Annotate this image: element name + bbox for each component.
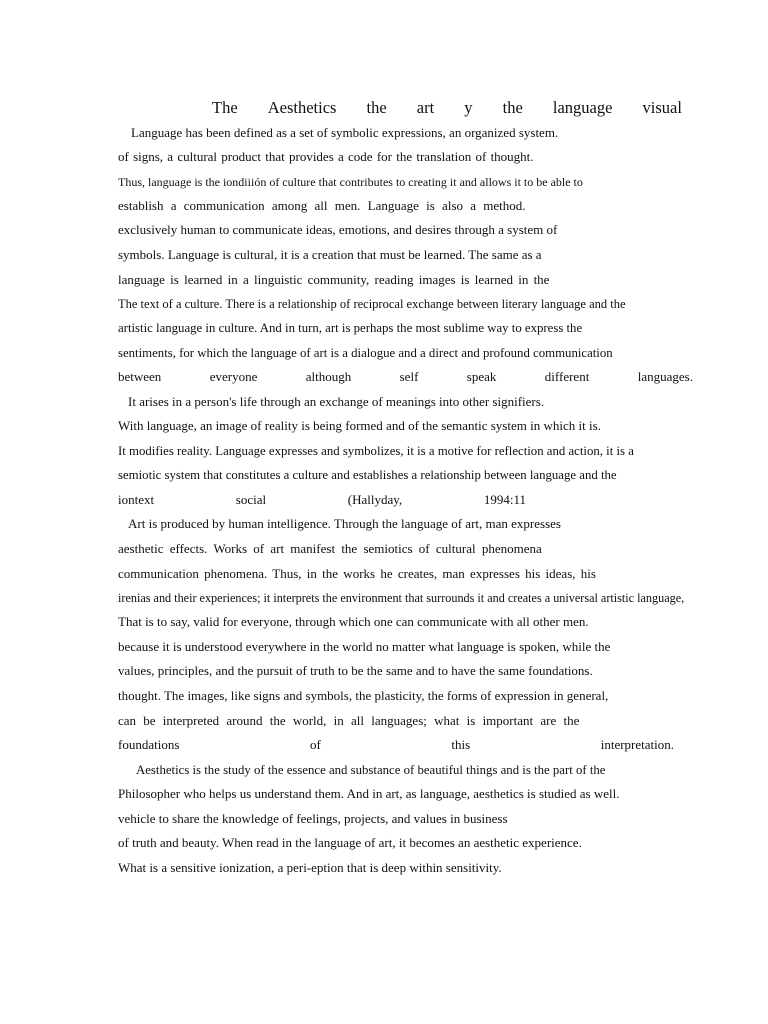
body-line: establish a communication among all men. Language is also a method. — [118, 198, 526, 213]
body-line: language is learned in a linguistic community, reading images is learned in the — [118, 272, 550, 287]
body-line: of truth and beauty. When read in the language of art, it becomes an aesthetic experience. — [118, 835, 582, 850]
body-line: semiotic system that constitutes a culture and establishes a relationship between language and the — [118, 468, 617, 482]
title-word: y — [464, 98, 473, 117]
justified-line — [118, 735, 674, 755]
title-word: The — [212, 98, 238, 117]
word: iontext — [118, 492, 155, 507]
body-line: What is a sensitive ionization, a peri-eption that is deep within sensitivity. — [118, 860, 502, 875]
body-line: vehicle to share the knowledge of feelings, projects, and values in business — [118, 811, 508, 826]
word: social — [235, 492, 267, 507]
body-line: irenias and their experiences; it interprets the environment that surrounds it and creates a universal artistic language, — [118, 591, 685, 605]
body-line: Thus, language is the iondiiión of culture that contributes to creating it and allows it to be able to — [118, 175, 583, 189]
body-line: can be interpreted around the world, in all languages; what is important are the — [118, 713, 580, 728]
body-line: thought. The images, like signs and symbols, the plasticity, the forms of expression in general, — [118, 688, 609, 703]
page-title — [212, 96, 682, 120]
body-line: Philosopher who helps us understand them. And in art, as language, aesthetics is studied as well. — [118, 786, 620, 801]
title-word: the — [366, 98, 387, 117]
body-line: of signs, a cultural product that provides a code for the translation of thought. — [118, 149, 534, 164]
body-line: because it is understood everywhere in the world no matter what language is spoken, while the — [118, 639, 611, 654]
title-word: Aesthetics — [267, 98, 337, 117]
word: self — [399, 369, 419, 384]
body-line: It modifies reality. Language expresses and symbolizes, it is a motive for reflection and action, it is a — [118, 444, 634, 458]
body-line: It arises in a person's life through an exchange of meanings into other signifiers. — [128, 394, 545, 409]
word: different — [544, 369, 590, 384]
body-line: That is to say, valid for everyone, through which one can communicate with all other men. — [118, 614, 589, 629]
title-word: language — [552, 98, 613, 117]
body-line: With language, an image of reality is being formed and of the semantic system in which it is. — [118, 418, 601, 433]
justified-line — [118, 490, 526, 510]
word: languages. — [637, 369, 693, 384]
title-word: the — [502, 98, 523, 117]
body-line: sentiments, for which the language of art is a dialogue and a direct and profound communication — [118, 346, 613, 360]
word: although — [305, 369, 352, 384]
body-line: Art is produced by human intelligence. Through the language of art, man expresses — [128, 516, 561, 531]
word: interpretation. — [600, 737, 674, 752]
body-line: communication phenomena. Thus, in the works he creates, man expresses his ideas, his — [118, 566, 596, 581]
title-word: art — [416, 98, 435, 117]
body-line: symbols. Language is cultural, it is a creation that must be learned. The same as a — [118, 247, 542, 262]
word: everyone — [209, 369, 258, 384]
body-line: aesthetic effects. Works of art manifest the semiotics of cultural phenomena — [118, 541, 542, 556]
word: of — [309, 737, 321, 752]
word: speak — [466, 369, 497, 384]
body-line: exclusively human to communicate ideas, emotions, and desires through a system of — [118, 222, 558, 237]
body-line: Aesthetics is the study of the essence and substance of beautiful things and is the part of the — [136, 763, 606, 777]
title-word: visual — [642, 98, 682, 117]
justified-line — [118, 367, 693, 387]
body-line: Language has been defined as a set of symbolic expressions, an organized system. — [131, 125, 559, 140]
word: 1994:11 — [483, 492, 526, 507]
body-line: The text of a culture. There is a relationship of reciprocal exchange between literary language and the — [118, 297, 626, 311]
word: between — [118, 369, 162, 384]
word: foundations — [118, 737, 180, 752]
word: this — [451, 737, 471, 752]
word: (Hallyday, — [347, 492, 403, 507]
body-line: artistic language in culture. And in turn, art is perhaps the most sublime way to express the — [118, 321, 583, 335]
body-line: values, principles, and the pursuit of truth to be the same and to have the same foundations. — [118, 663, 593, 678]
